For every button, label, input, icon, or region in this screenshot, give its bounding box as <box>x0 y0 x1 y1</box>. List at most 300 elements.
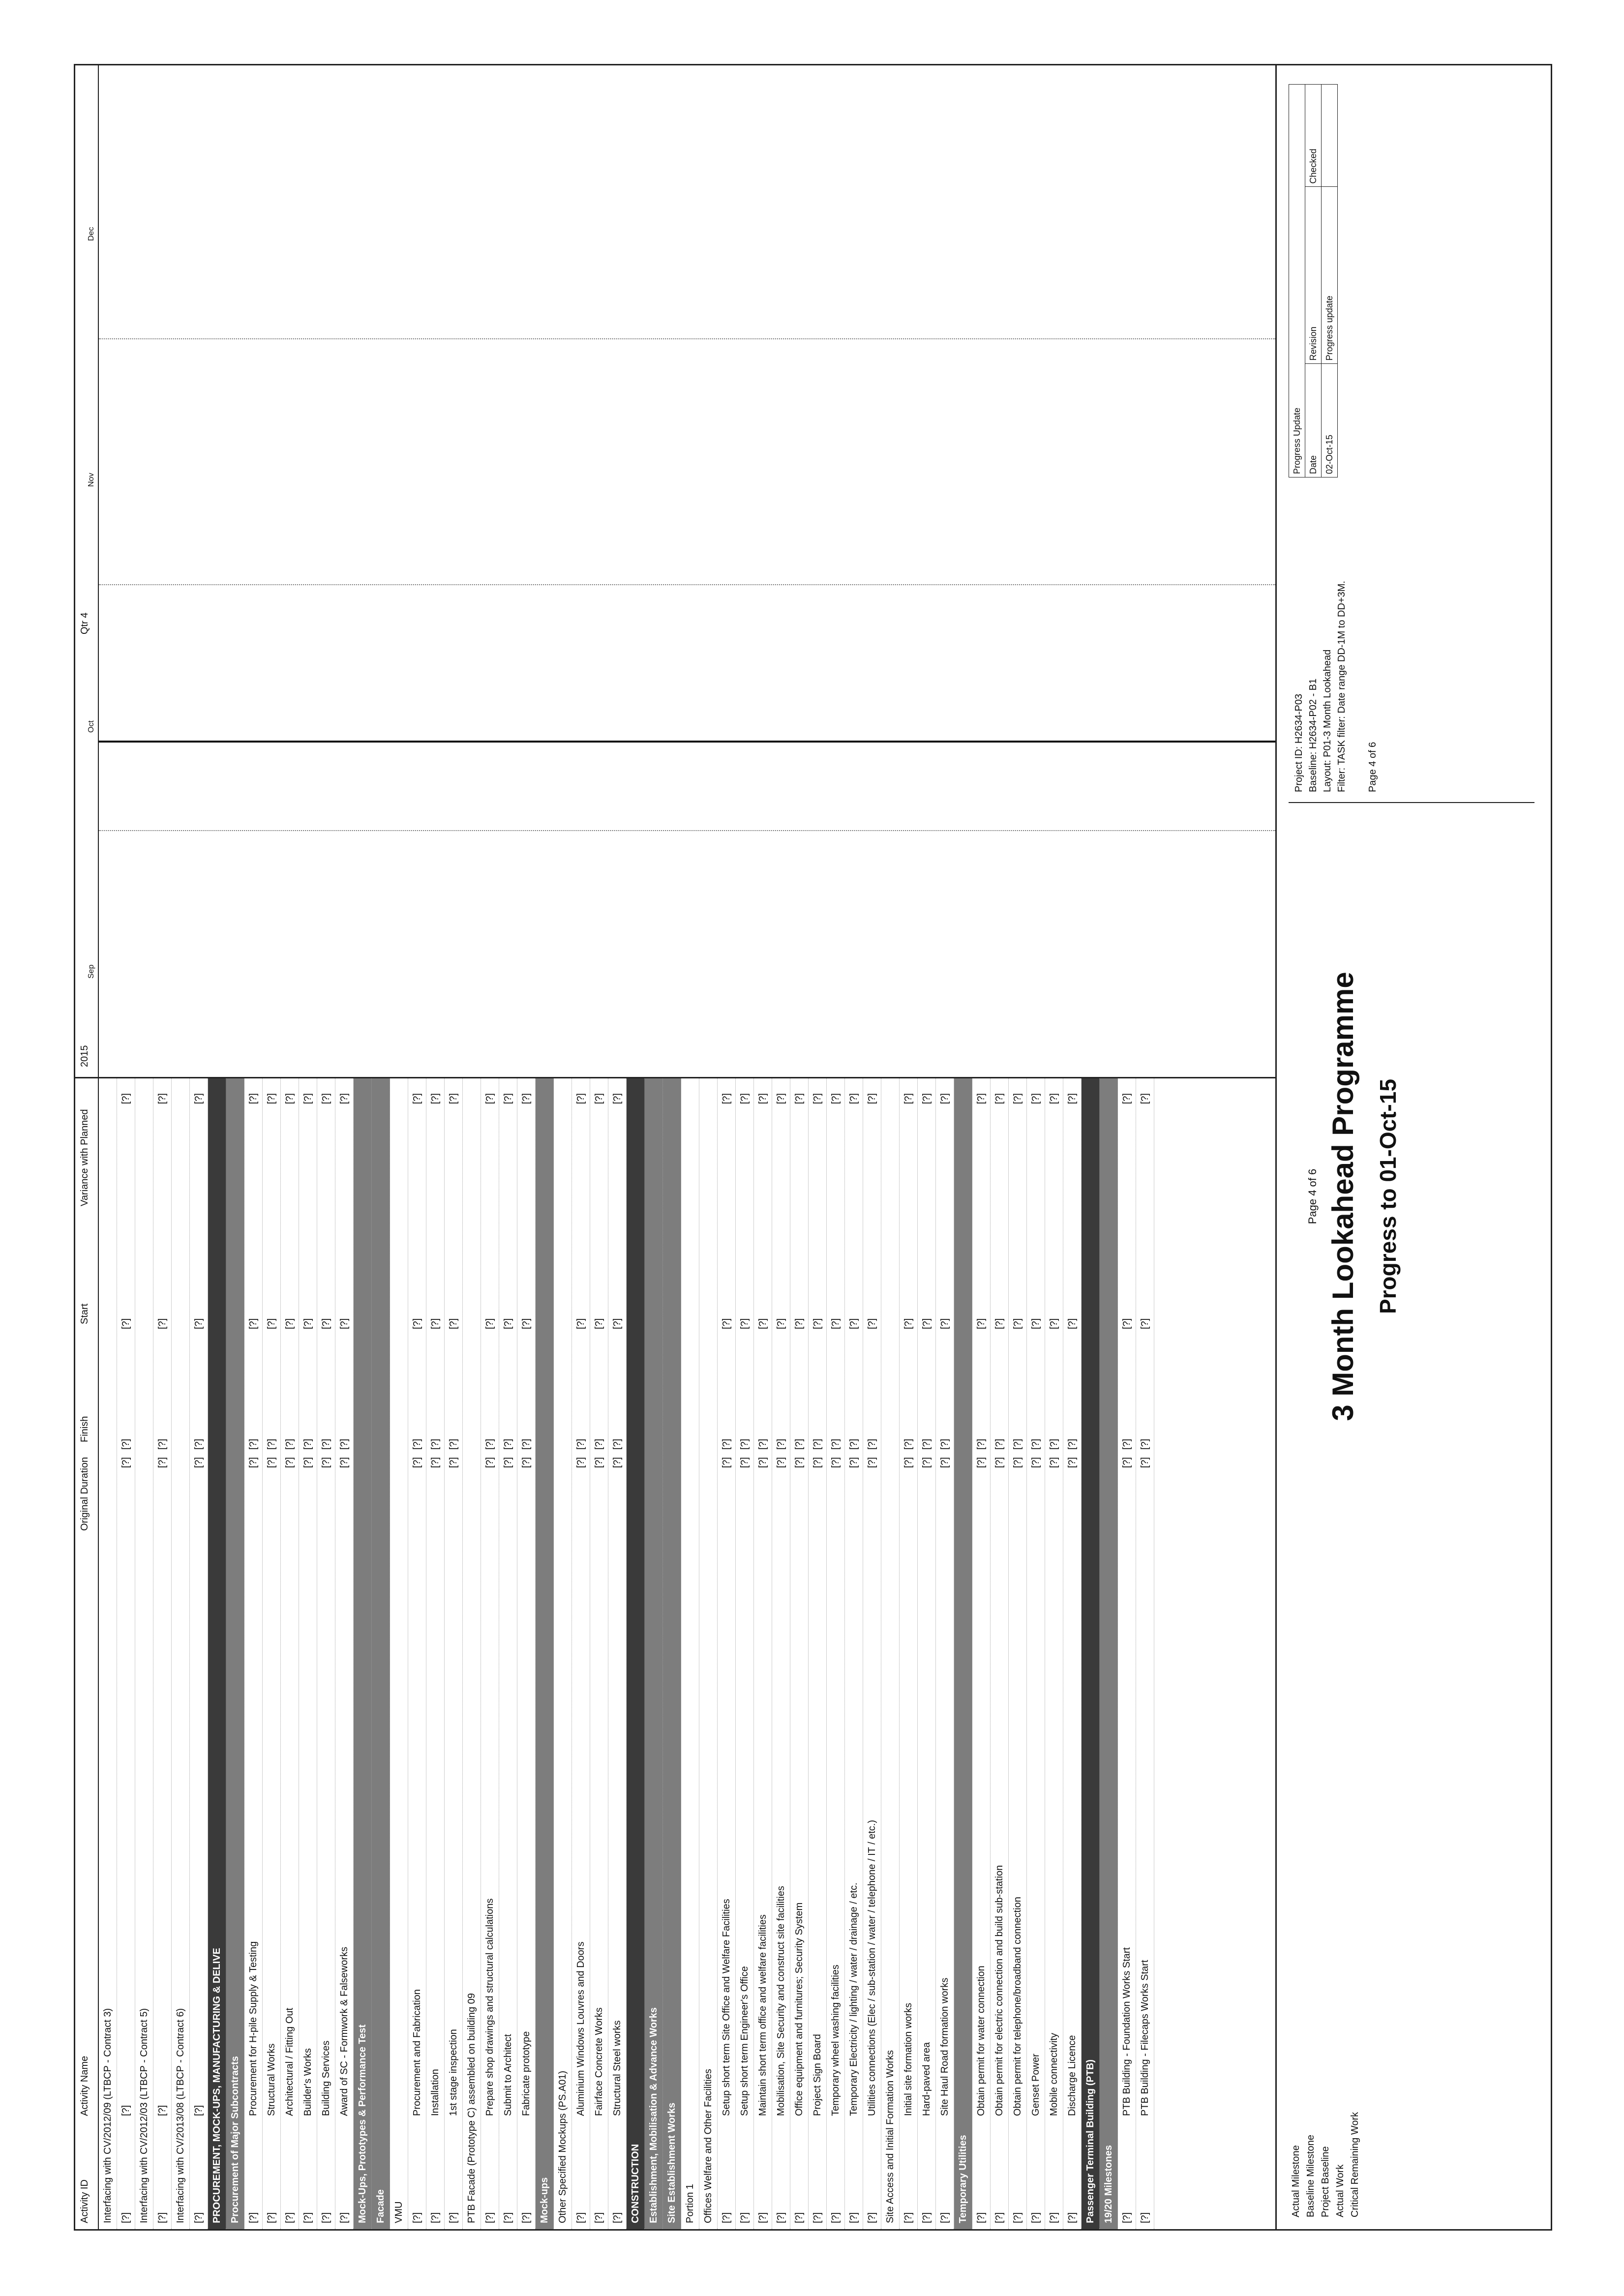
timescale-month-oct: Oct <box>87 720 95 733</box>
activity-name: Site Haul Road formation works <box>939 1977 950 2116</box>
activity-name: Hard-paved area <box>921 2042 932 2116</box>
variance: [?] <box>412 1093 422 1104</box>
activity-id: [?] <box>266 2212 277 2223</box>
sub-heading <box>663 1078 681 2229</box>
layout: Layout: P01-3 Month Lookahead <box>1322 649 1333 792</box>
activity-name: [?] <box>193 2105 204 2116</box>
original-duration: [?] <box>939 1457 950 1468</box>
activity-name: Utilities connections (Elec / sub-station / water / telephone / IT / etc.) <box>867 1819 877 2116</box>
table-row <box>772 1078 790 2229</box>
table-row <box>827 1078 845 2229</box>
project-info <box>1293 487 1382 792</box>
table-row <box>736 1078 754 2229</box>
finish-date: [?] <box>794 1438 805 1450</box>
original-duration: [?] <box>612 1457 623 1468</box>
heading-label: Passenger Terminal Building (PTB) <box>1085 2059 1096 2223</box>
legend-actual-milestone: Actual Milestone <box>1291 2145 1301 2217</box>
table-row <box>718 1078 736 2229</box>
heading-label: Mock-ups <box>539 2177 550 2223</box>
data-date-line <box>99 741 1275 743</box>
finish-date: [?] <box>812 1438 823 1450</box>
table-row <box>590 1078 608 2229</box>
variance: [?] <box>903 1093 914 1104</box>
table-row <box>153 1078 172 2229</box>
original-duration: [?] <box>430 1457 441 1468</box>
start-date: [?] <box>321 1318 331 1329</box>
finish-date: [?] <box>120 1438 131 1450</box>
revision-col-revision: Revision <box>1305 187 1322 364</box>
activity-name: Aluminium Windows Louvres and Doors <box>575 1941 586 2116</box>
group-heading <box>135 1078 153 2229</box>
activity-id: [?] <box>830 2212 841 2223</box>
start-date: [?] <box>594 1318 604 1329</box>
activity-id: [?] <box>503 2212 513 2223</box>
activity-name: Setup short term Site Office and Welfare Facilities <box>721 1899 732 2116</box>
start-date: [?] <box>812 1318 823 1329</box>
activity-id: [?] <box>430 2212 441 2223</box>
table-row <box>1063 1078 1082 2229</box>
original-duration: [?] <box>575 1457 586 1468</box>
variance: [?] <box>794 1093 805 1104</box>
finish-date: [?] <box>776 1438 786 1450</box>
variance: [?] <box>812 1093 823 1104</box>
activity-id: [?] <box>412 2212 422 2223</box>
finish-date: [?] <box>339 1438 350 1450</box>
finish-date: [?] <box>848 1438 859 1450</box>
month-gridline <box>99 830 1275 831</box>
activity-id: [?] <box>193 2212 204 2223</box>
activity-name: Project Sign Board <box>812 2034 823 2116</box>
finish-date: [?] <box>302 1438 313 1450</box>
activity-id: [?] <box>776 2212 786 2223</box>
activity-name: Structural Works <box>266 2043 277 2116</box>
finish-date: [?] <box>1030 1438 1041 1450</box>
original-duration: [?] <box>867 1457 877 1468</box>
timescale-header <box>75 65 99 1077</box>
sub-heading <box>354 1078 372 2229</box>
activity-name: Building Services <box>321 2040 331 2116</box>
original-duration: [?] <box>193 1457 204 1468</box>
activity-name: Procurement and Fabrication <box>412 1989 422 2116</box>
finish-date: [?] <box>484 1438 495 1450</box>
variance: [?] <box>521 1093 532 1104</box>
original-duration: [?] <box>757 1457 768 1468</box>
footer-titles <box>1306 852 1401 1541</box>
finish-date: [?] <box>430 1438 441 1450</box>
original-duration: [?] <box>812 1457 823 1468</box>
table-row <box>299 1078 317 2229</box>
variance: [?] <box>757 1093 768 1104</box>
table-row <box>317 1078 335 2229</box>
original-duration: [?] <box>1140 1457 1150 1468</box>
activity-id: [?] <box>484 2212 495 2223</box>
start-date: [?] <box>193 1318 204 1329</box>
activity-name: Builder's Works <box>302 2048 313 2116</box>
table-row <box>845 1078 863 2229</box>
activity-name: Prepare shop drawings and structural calculations <box>484 1898 495 2116</box>
activity-id: [?] <box>976 2212 987 2223</box>
original-duration: [?] <box>521 1457 532 1468</box>
activity-id: [?] <box>302 2212 313 2223</box>
activity-id: [?] <box>120 2212 131 2223</box>
variance: [?] <box>848 1093 859 1104</box>
start-date: [?] <box>1140 1318 1150 1329</box>
activity-name: Obtain permit for water connection <box>976 1966 987 2116</box>
original-duration: [?] <box>1067 1457 1078 1468</box>
variance: [?] <box>867 1093 877 1104</box>
finish-date: [?] <box>575 1438 586 1450</box>
finish-date: [?] <box>1121 1438 1132 1450</box>
group-heading <box>390 1078 408 2229</box>
table-row <box>754 1078 772 2229</box>
activity-name: Architectural / Fitting Out <box>284 2007 295 2116</box>
group-heading <box>172 1078 190 2229</box>
activity-id: [?] <box>575 2212 586 2223</box>
heading-label: CONSTRUCTION <box>630 2144 641 2223</box>
table-row <box>918 1078 936 2229</box>
revision-row-date: 02-Oct-15 <box>1322 364 1338 477</box>
finish-date: [?] <box>903 1438 914 1450</box>
activity-id: [?] <box>867 2212 877 2223</box>
timescale-month-nov: Nov <box>87 473 95 487</box>
variance: [?] <box>448 1093 459 1104</box>
heading-label: PTB Facade (Prototype C) assembled on building 09 <box>466 1993 477 2223</box>
activity-name: Structural Steel works <box>612 2020 623 2116</box>
sub-heading <box>372 1078 390 2229</box>
start-date: [?] <box>1012 1318 1023 1329</box>
heading-label: Interfacing with CV/2013/08 (LTBCP - Contract 6) <box>175 2008 186 2223</box>
activity-name: Obtain permit for telephone/broadband connection <box>1012 1897 1023 2116</box>
activity-name: Procurement for H-pile Supply & Testing <box>248 1941 259 2116</box>
table-row <box>809 1078 827 2229</box>
start-date: [?] <box>1121 1318 1132 1329</box>
activity-name: Genset Power <box>1030 2054 1041 2116</box>
finish-date: [?] <box>757 1438 768 1450</box>
table-row <box>1009 1078 1027 2229</box>
variance: [?] <box>612 1093 623 1104</box>
start-date: [?] <box>302 1318 313 1329</box>
heading-label: Portion 1 <box>685 2183 695 2223</box>
page-number-repeat: Page 4 of 6 <box>1367 742 1378 792</box>
group-heading <box>99 1078 117 2229</box>
legend-actual-work: Actual Work <box>1335 2164 1346 2217</box>
activity-id: [?] <box>594 2212 604 2223</box>
original-duration: [?] <box>302 1457 313 1468</box>
activity-id: [?] <box>321 2212 331 2223</box>
table-row <box>281 1078 299 2229</box>
heading-label: Interfacing with CV/2012/03 (LTBCP - Contract 5) <box>139 2008 150 2223</box>
finish-date: [?] <box>412 1438 422 1450</box>
timescale-month-dec: Dec <box>87 227 95 241</box>
start-date: [?] <box>721 1318 732 1329</box>
original-duration: [?] <box>994 1457 1005 1468</box>
activity-id: [?] <box>848 2212 859 2223</box>
table-row <box>863 1078 881 2229</box>
original-duration: [?] <box>484 1457 495 1468</box>
start-date: [?] <box>521 1318 532 1329</box>
start-date: [?] <box>430 1318 441 1329</box>
variance: [?] <box>1067 1093 1078 1104</box>
finish-date: [?] <box>321 1438 331 1450</box>
heading-label: Site Establishment Works <box>666 2102 677 2223</box>
variance: [?] <box>430 1093 441 1104</box>
variance: [?] <box>484 1093 495 1104</box>
programme-title: 3 Month Lookahead Programme <box>1326 972 1359 1421</box>
table-row <box>936 1078 954 2229</box>
legend <box>1291 1912 1364 2217</box>
schedule-sheet <box>74 64 1552 2231</box>
original-duration: [?] <box>848 1457 859 1468</box>
table-row <box>445 1078 463 2229</box>
original-duration: [?] <box>776 1457 786 1468</box>
header-start: Start <box>79 1303 90 1324</box>
start-date: [?] <box>448 1318 459 1329</box>
start-date: [?] <box>157 1318 168 1329</box>
activity-rows <box>99 1078 1154 2229</box>
finish-date: [?] <box>503 1438 513 1450</box>
activity-id: [?] <box>521 2212 532 2223</box>
finish-date: [?] <box>1049 1438 1059 1450</box>
finish-date: [?] <box>867 1438 877 1450</box>
original-duration: [?] <box>157 1457 168 1468</box>
start-date: [?] <box>266 1318 277 1329</box>
table-row <box>790 1078 809 2229</box>
activity-id: [?] <box>939 2212 950 2223</box>
original-duration: [?] <box>739 1457 750 1468</box>
legend-project-baseline: Project Baseline <box>1320 2146 1331 2217</box>
heading-label: PROCUREMENT, MOCK-UPS, MANUFACTURING & DELIVE <box>211 1947 222 2223</box>
variance: [?] <box>575 1093 586 1104</box>
finish-date: [?] <box>612 1438 623 1450</box>
band-heading <box>1082 1078 1100 2229</box>
start-date: [?] <box>794 1318 805 1329</box>
filter: Filter: TASK filter: Date range DD-1M to DD+3M. <box>1336 581 1347 792</box>
revision-table <box>1289 84 1338 477</box>
heading-label: Temporary Utilities <box>958 2135 968 2223</box>
table-row <box>190 1078 208 2229</box>
activity-id: [?] <box>794 2212 805 2223</box>
sub-heading <box>1100 1078 1118 2229</box>
timescale-month-sep: Sep <box>87 964 95 979</box>
variance: [?] <box>994 1093 1005 1104</box>
activity-id: [?] <box>1012 2212 1023 2223</box>
revision-row-revision: Progress update <box>1322 187 1338 364</box>
original-duration: [?] <box>794 1457 805 1468</box>
original-duration: [?] <box>976 1457 987 1468</box>
variance: [?] <box>302 1093 313 1104</box>
start-date: [?] <box>739 1318 750 1329</box>
activity-name: Installation <box>430 2069 441 2116</box>
group-heading <box>881 1078 900 2229</box>
start-date: [?] <box>921 1318 932 1329</box>
variance: [?] <box>157 1093 168 1104</box>
group-heading <box>554 1078 572 2229</box>
activity-name: Initial site formation works <box>903 2002 914 2116</box>
activity-id: [?] <box>1049 2212 1059 2223</box>
variance: [?] <box>921 1093 932 1104</box>
finish-date: [?] <box>157 1438 168 1450</box>
gantt-area <box>75 65 1275 1077</box>
activity-name: Mobile connectivity <box>1049 2033 1059 2116</box>
original-duration: [?] <box>248 1457 259 1468</box>
table-row <box>1045 1078 1063 2229</box>
month-gridline <box>99 338 1275 339</box>
activity-id: [?] <box>448 2212 459 2223</box>
table-row <box>1136 1078 1154 2229</box>
activity-name: Fabricate prototype <box>521 2031 532 2116</box>
progress-date: Progress to 01-Oct-15 <box>1375 1078 1401 1314</box>
activity-name: PTB Building - Foundation Works Start <box>1121 1947 1132 2116</box>
finish-date: [?] <box>1140 1438 1150 1450</box>
start-date: [?] <box>412 1318 422 1329</box>
activity-id: [?] <box>284 2212 295 2223</box>
activity-name: 1st stage inspection <box>448 2029 459 2116</box>
heading-label: VMU <box>393 2201 404 2223</box>
finish-date: [?] <box>266 1438 277 1450</box>
table-row <box>572 1078 590 2229</box>
start-date: [?] <box>248 1318 259 1329</box>
start-date: [?] <box>120 1318 131 1329</box>
original-duration: [?] <box>321 1457 331 1468</box>
start-date: [?] <box>575 1318 586 1329</box>
variance: [?] <box>1049 1093 1059 1104</box>
header-variance: Variance with Planned <box>79 1109 90 1206</box>
variance: [?] <box>120 1093 131 1104</box>
activity-name: [?] <box>120 2105 131 2116</box>
activity-name: Submit to Architect <box>503 2034 513 2116</box>
activity-name: [?] <box>157 2105 168 2116</box>
group-heading <box>463 1078 481 2229</box>
revision-col-checked: Checked <box>1305 85 1322 187</box>
finish-date: [?] <box>594 1438 604 1450</box>
activity-id: [?] <box>1140 2212 1150 2223</box>
start-date: [?] <box>867 1318 877 1329</box>
activity-name: Fairface Concrete Works <box>594 2007 604 2116</box>
header-finish: Finish <box>79 1416 90 1442</box>
activity-id: [?] <box>612 2212 623 2223</box>
start-date: [?] <box>903 1318 914 1329</box>
activity-id: [?] <box>1067 2212 1078 2223</box>
sub-heading <box>954 1078 972 2229</box>
finish-date: [?] <box>248 1438 259 1450</box>
legend-critical-remaining-work: Critical Remaining Work <box>1350 2112 1360 2217</box>
activity-id: [?] <box>157 2212 168 2223</box>
sub-heading <box>536 1078 554 2229</box>
heading-label: Offices Welfare and Other Facilities <box>703 2069 714 2223</box>
original-duration: [?] <box>284 1457 295 1468</box>
table-row <box>1118 1078 1136 2229</box>
heading-label: 19/20 Milestones <box>1103 2145 1114 2223</box>
heading-label: Facade <box>375 2189 386 2223</box>
variance: [?] <box>1121 1093 1132 1104</box>
original-duration: [?] <box>412 1457 422 1468</box>
variance: [?] <box>830 1093 841 1104</box>
revision-col-date: Date <box>1305 364 1322 477</box>
table-row <box>263 1078 281 2229</box>
activity-name: Obtain permit for electric connection and build sub-station <box>994 1865 1005 2116</box>
sub-heading <box>645 1078 663 2229</box>
activity-name: Temporary wheel washing facilities <box>830 1965 841 2116</box>
variance: [?] <box>248 1093 259 1104</box>
table-row <box>117 1078 135 2229</box>
original-duration: [?] <box>903 1457 914 1468</box>
variance: [?] <box>721 1093 732 1104</box>
original-duration: [?] <box>921 1457 932 1468</box>
band-heading <box>208 1078 226 2229</box>
table-row <box>991 1078 1009 2229</box>
variance: [?] <box>266 1093 277 1104</box>
activity-name: Office equipment and furnitures; Security System <box>794 1902 805 2116</box>
table-row <box>335 1078 354 2229</box>
original-duration: [?] <box>830 1457 841 1468</box>
original-duration: [?] <box>448 1457 459 1468</box>
heading-label: Other Specified Mockups (PS.A01) <box>557 2070 568 2223</box>
finish-date: [?] <box>284 1438 295 1450</box>
start-date: [?] <box>1049 1318 1059 1329</box>
start-date: [?] <box>776 1318 786 1329</box>
activity-id: [?] <box>903 2212 914 2223</box>
variance: [?] <box>976 1093 987 1104</box>
original-duration: [?] <box>120 1457 131 1468</box>
start-date: [?] <box>284 1318 295 1329</box>
start-date: [?] <box>757 1318 768 1329</box>
start-date: [?] <box>939 1318 950 1329</box>
heading-label: Establishment, Mobilisation & Advance Works <box>648 2007 659 2223</box>
variance: [?] <box>1012 1093 1023 1104</box>
variance: [?] <box>594 1093 604 1104</box>
table-row <box>499 1078 517 2229</box>
activity-name: Award of SC - Formwork & Falseworks <box>339 1946 350 2116</box>
finish-date: [?] <box>830 1438 841 1450</box>
variance: [?] <box>739 1093 750 1104</box>
start-date: [?] <box>484 1318 495 1329</box>
sub-heading <box>226 1078 244 2229</box>
start-date: [?] <box>1067 1318 1078 1329</box>
original-duration: [?] <box>1030 1457 1041 1468</box>
table-row <box>1027 1078 1045 2229</box>
variance: [?] <box>1030 1093 1041 1104</box>
activity-name: Setup short term Engineer's Office <box>739 1966 750 2116</box>
table-row <box>244 1078 263 2229</box>
start-date: [?] <box>339 1318 350 1329</box>
variance: [?] <box>939 1093 950 1104</box>
activity-name: Mobilisation, Site Security and construct site facilities <box>776 1886 786 2116</box>
group-heading <box>681 1078 699 2229</box>
variance: [?] <box>339 1093 350 1104</box>
start-date: [?] <box>830 1318 841 1329</box>
activity-id: [?] <box>757 2212 768 2223</box>
activity-id: [?] <box>921 2212 932 2223</box>
variance: [?] <box>503 1093 513 1104</box>
project-id: Project ID: H2634-P03 <box>1293 693 1304 792</box>
table-row <box>481 1078 499 2229</box>
header-activity-id: Activity ID <box>79 2179 90 2223</box>
table-row <box>408 1078 426 2229</box>
footer <box>1275 65 1552 2229</box>
heading-label: Mock-Ups, Prototypes & Performance Test <box>357 2024 368 2223</box>
finish-date: [?] <box>1067 1438 1078 1450</box>
original-duration: [?] <box>266 1457 277 1468</box>
start-date: [?] <box>976 1318 987 1329</box>
original-duration: [?] <box>594 1457 604 1468</box>
finish-date: [?] <box>939 1438 950 1450</box>
original-duration: [?] <box>1121 1457 1132 1468</box>
activity-id: [?] <box>994 2212 1005 2223</box>
activity-name: PTB Building - Filecaps Works Start <box>1140 1960 1150 2116</box>
finish-date: [?] <box>976 1438 987 1450</box>
group-heading <box>699 1078 718 2229</box>
variance: [?] <box>776 1093 786 1104</box>
